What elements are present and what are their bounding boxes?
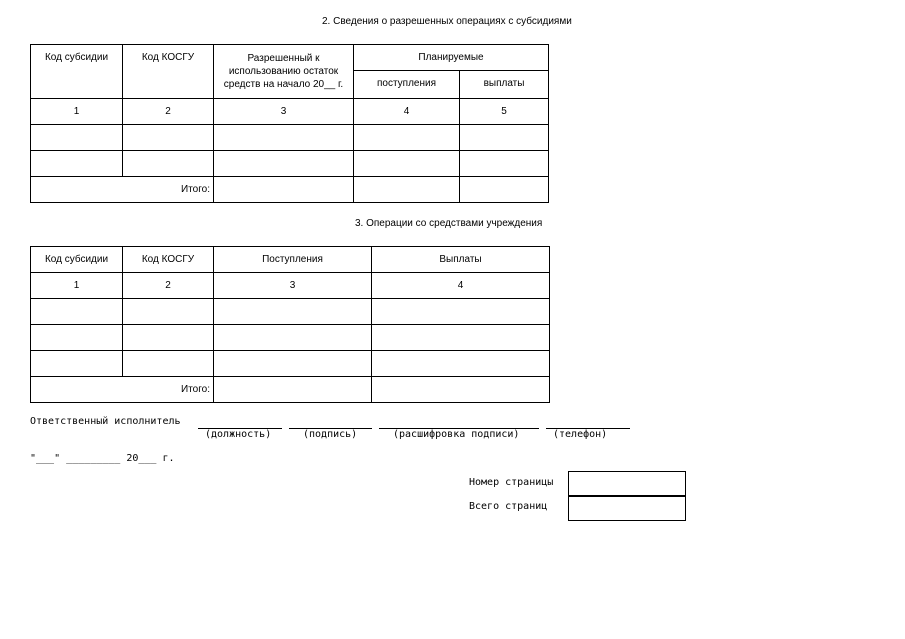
phone-caption: (телефон) [553, 429, 608, 440]
column-number: 4 [372, 273, 550, 299]
table-cell[interactable] [214, 177, 354, 203]
total-row [31, 377, 550, 403]
table-cell[interactable] [354, 125, 460, 151]
date-line: "___" _________ 20___ г. [30, 453, 175, 464]
table-cell[interactable] [372, 351, 550, 377]
table-cell[interactable] [31, 299, 123, 325]
table-cell[interactable] [214, 325, 372, 351]
table-cell[interactable] [460, 177, 549, 203]
header-kosgu-code: Код КОСГУ [123, 247, 214, 273]
table-cell[interactable] [214, 299, 372, 325]
signature-caption: (подпись) [303, 429, 358, 440]
table-row [31, 325, 550, 351]
table-row [31, 125, 549, 151]
table-cell[interactable] [123, 299, 214, 325]
table-cell[interactable] [31, 151, 123, 177]
column-number-row [31, 99, 549, 125]
header-planned-payments: выплаты [460, 71, 549, 99]
total-pages-label: Всего страниц [469, 501, 548, 512]
header-kosgu-code: Код КОСГУ [123, 45, 214, 99]
section2-title: 2. Сведения о разрешенных операциях с субсидиями [322, 16, 572, 27]
table-cell[interactable] [123, 325, 214, 351]
table-cell[interactable] [460, 151, 549, 177]
header-planned-receipts: поступления [354, 71, 460, 99]
total-label: Итого: [31, 377, 214, 403]
table-row [31, 351, 550, 377]
table-cell[interactable] [460, 125, 549, 151]
table-cell[interactable] [354, 177, 460, 203]
table-cell[interactable] [31, 325, 123, 351]
page-number-label: Номер страницы [469, 477, 554, 488]
table-row [31, 151, 549, 177]
table-cell[interactable] [214, 351, 372, 377]
decoding-caption: (расшифровка подписи) [393, 429, 520, 440]
table-cell[interactable] [372, 325, 550, 351]
table-cell[interactable] [354, 151, 460, 177]
total-label: Итого: [31, 177, 214, 203]
responsible-executor-label: Ответственный исполнитель [30, 416, 181, 427]
page-number-box[interactable] [568, 471, 686, 497]
column-number: 1 [31, 99, 123, 125]
table-cell[interactable] [123, 351, 214, 377]
header-planned: Планируемые [354, 45, 549, 71]
institution-operations-table [30, 246, 550, 403]
table-cell[interactable] [372, 299, 550, 325]
allowed-operations-table [30, 44, 549, 203]
column-number: 4 [354, 99, 460, 125]
table-cell[interactable] [214, 125, 354, 151]
column-number: 3 [214, 99, 354, 125]
position-caption: (должность) [205, 429, 272, 440]
column-number: 2 [123, 273, 214, 299]
total-pages-box[interactable] [568, 495, 686, 521]
table-cell[interactable] [214, 377, 372, 403]
header-payments: Выплаты [372, 247, 550, 273]
header-subsidy-code: Код субсидии [31, 247, 123, 273]
table-cell[interactable] [123, 125, 214, 151]
table-cell[interactable] [123, 151, 214, 177]
header-subsidy-code: Код субсидии [31, 45, 123, 99]
column-number: 3 [214, 273, 372, 299]
table-cell[interactable] [31, 351, 123, 377]
header-allowed-remainder: Разрешенный к использованию остаток средств на начало 20__ г. [214, 45, 354, 99]
total-row [31, 177, 549, 203]
column-number: 1 [31, 273, 123, 299]
column-number: 2 [123, 99, 214, 125]
table-row [31, 299, 550, 325]
header-receipts: Поступления [214, 247, 372, 273]
table-cell[interactable] [214, 151, 354, 177]
column-number-row [31, 273, 550, 299]
table-cell[interactable] [31, 125, 123, 151]
table-cell[interactable] [372, 377, 550, 403]
section3-title: 3. Операции со средствами учреждения [355, 218, 543, 229]
column-number: 5 [460, 99, 549, 125]
